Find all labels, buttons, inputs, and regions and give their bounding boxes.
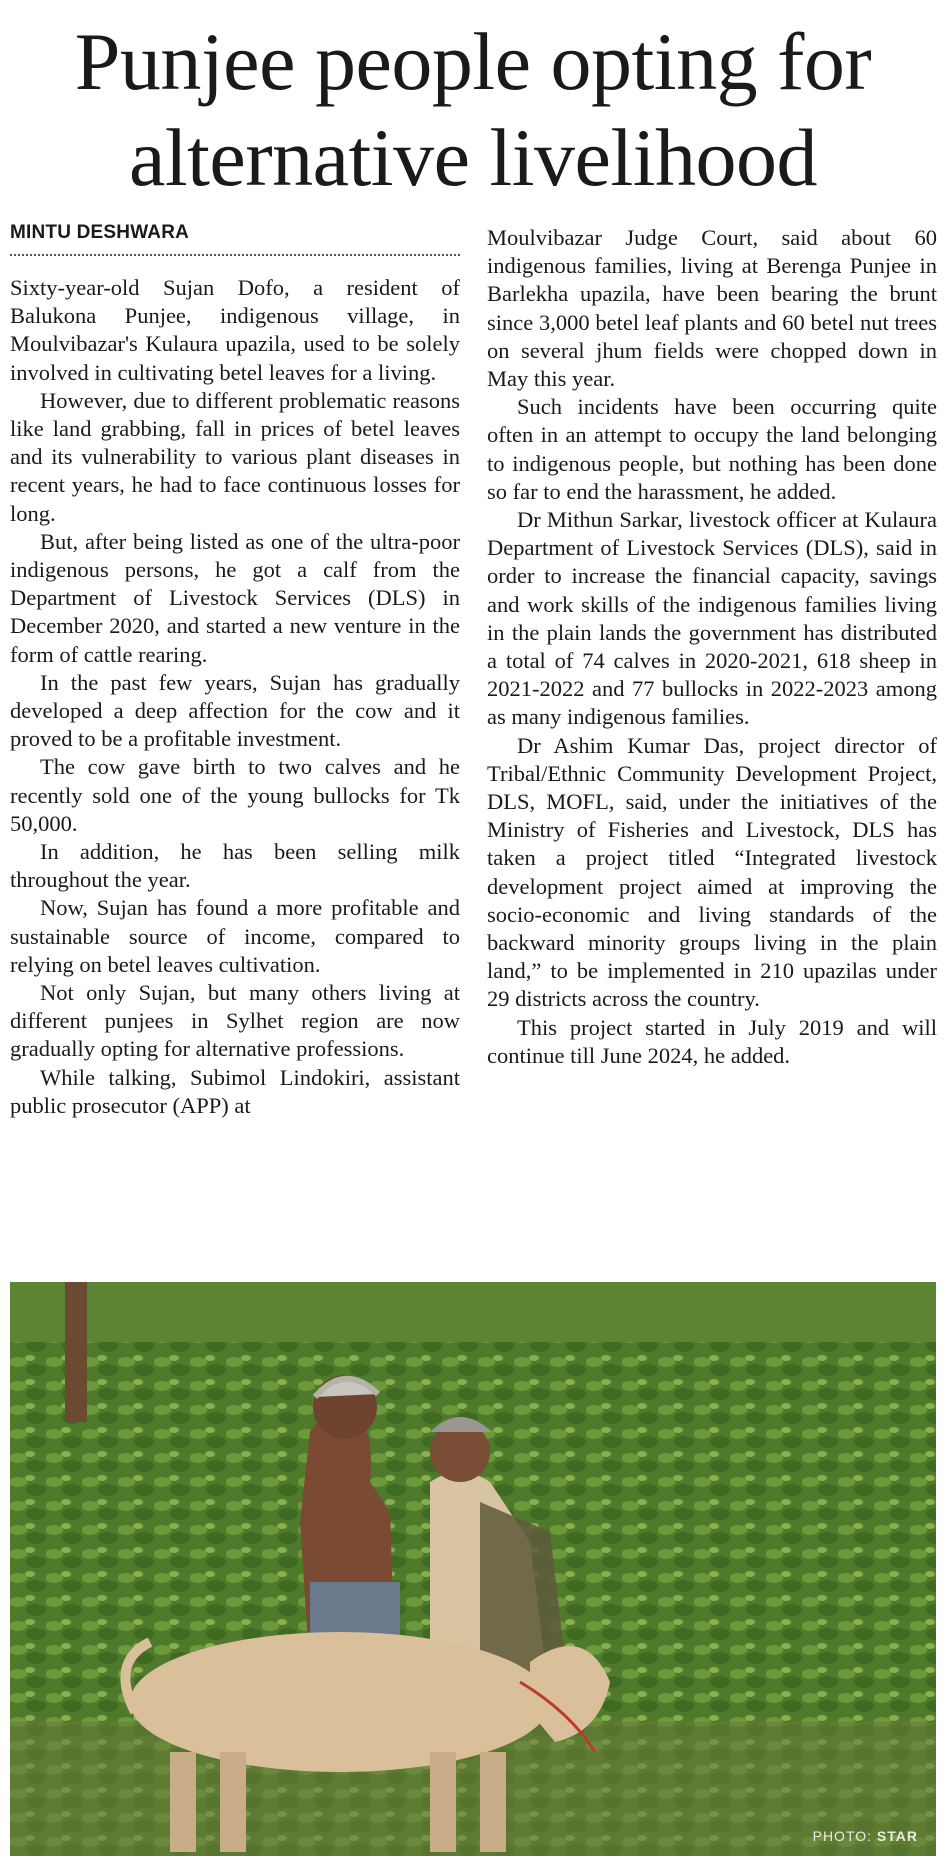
article-photo xyxy=(10,1282,936,1856)
paragraph: In the past few years, Sujan has gradually developed a deep affection for the cow and it proved to be a profitable investment. xyxy=(10,669,460,752)
paragraph: Moulvibazar Judge Court, said about 60 indigenous families, living at Berenga Punjee in Barlekha upazila, have been bearing the brunt since 3,000 betel leaf plants and 60 betel nut trees on several jhum fields were chopped down in May this year. xyxy=(487,225,937,392)
paragraph: But, after being listed as one of the ultra-poor indigenous persons, he got a calf from the Department of Livestock Services (DLS) in December 2020, and started a new venture in the form of cattle rearing. xyxy=(10,528,460,667)
photo-credit xyxy=(813,1828,918,1844)
article-column-1 xyxy=(10,274,460,1120)
paragraph: This project started in July 2019 and will continue till June 2024, he added. xyxy=(487,1014,937,1068)
headline xyxy=(0,14,946,206)
paragraph: In addition, he has been selling milk throughout the year. xyxy=(10,839,460,893)
photo-illustration xyxy=(10,1282,936,1856)
paragraph: The cow gave birth to two calves and he recently sold one of the young bullocks for Tk 50,000. xyxy=(10,754,460,836)
headline-line-2: alternative livelihood xyxy=(128,112,818,203)
paragraph: Sixty-year-old Sujan Dofo, a resident of Balukona Punjee, indigenous village, in Moulvibazar's Kulaura upazila, used to be solely involved in cultivating betel leaves for a living. xyxy=(10,275,460,385)
photo-credit-prefix: PHOTO: xyxy=(812,1828,877,1844)
photo-credit-brand: STAR xyxy=(876,1828,918,1844)
paragraph: Dr Mithun Sarkar, livestock officer at Kulaura Department of Livestock Services (DLS), said in order to increase the financial capacity, savings and work skills of the indigenous families living in the plain lands the government has distributed a total of 74 calves in 2020-2021, 618 sheep in 2021-2022 and 77 bullocks in 2022-2023 among as many indigenous families. xyxy=(487,507,937,730)
paragraph: Now, Sujan has found a more profitable and sustainable source of income, compared to relying on betel leaves cultivation. xyxy=(10,895,460,977)
headline-line-1: Punjee people opting for xyxy=(74,16,872,107)
paragraph: Such incidents have been occurring quite often in an attempt to occupy the land belonging to indigenous people, but nothing has been done so far to end the harassment, he added. xyxy=(487,394,937,504)
paragraph: However, due to different problematic reasons like land grabbing, fall in prices of betel leaves and its vulnerability to various plant diseases in recent years, he had to face continuous losses for long. xyxy=(10,387,460,526)
paragraph: Dr Ashim Kumar Das, project director of Tribal/Ethnic Community Development Project, DLS, MOFL, said, under the initiatives of the Ministry of Fisheries and Livestock, DLS has taken a project titled “Integrated livestock development project aimed at improving the socio-economic and living standards of the backward minority groups living in the plain land,” to be implemented in 210 upazilas under 29 districts across the country. xyxy=(487,732,937,1012)
paragraph: Not only Sujan, but many others living at different punjees in Sylhet region are now gradually opting for alternative professions. xyxy=(10,980,460,1062)
article-column-2 xyxy=(487,224,937,1070)
byline: MINTU DESHWARA xyxy=(10,222,460,256)
paragraph: While talking, Subimol Lindokiri, assistant public prosecutor (APP) at xyxy=(10,1064,460,1118)
